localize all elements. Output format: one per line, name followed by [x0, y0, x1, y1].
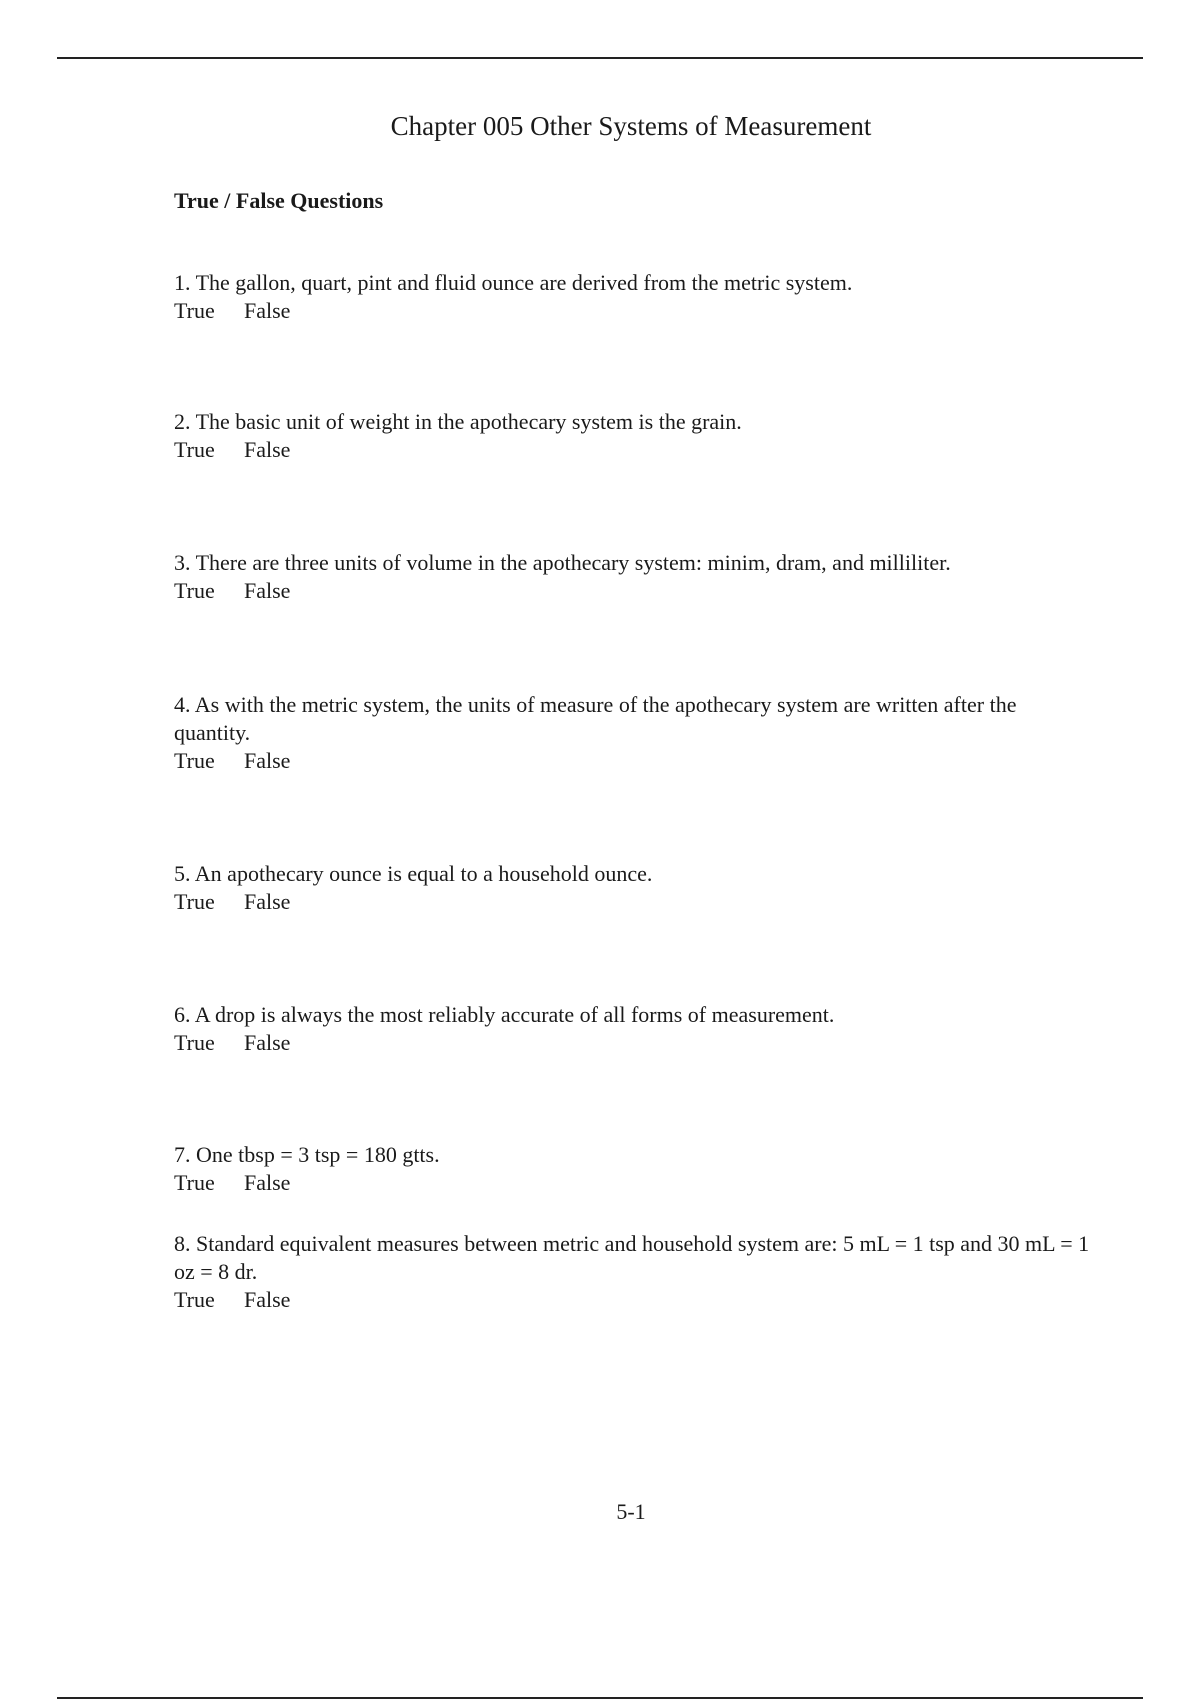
option-true: True	[174, 1287, 215, 1312]
option-true: True	[174, 578, 215, 603]
question-text: 8. Standard equivalent measures between metric and household system are: 5 mL = 1 tsp and 30 mL = 1 oz = 8 dr.	[174, 1231, 1090, 1284]
option-false: False	[244, 578, 291, 603]
question-5	[174, 860, 1094, 916]
option-false: False	[244, 437, 291, 462]
question-4	[174, 691, 1094, 775]
option-false: False	[244, 1287, 291, 1312]
question-text: 3. There are three units of volume in the apothecary system: minim, dram, and milliliter.	[174, 550, 951, 575]
answer-options	[174, 1169, 1094, 1197]
option-true: True	[174, 298, 215, 323]
question-1	[174, 269, 1094, 325]
option-false: False	[244, 889, 291, 914]
page-number: 5-1	[616, 1499, 646, 1524]
question-7	[174, 1141, 1094, 1197]
section-heading: True / False Questions	[174, 188, 384, 213]
question-text: 4. As with the metric system, the units of measure of the apothecary system are written after the quantity.	[174, 692, 1017, 745]
option-false: False	[244, 1170, 291, 1195]
option-true: True	[174, 1170, 215, 1195]
top-rule	[57, 57, 1143, 59]
question-6	[174, 1001, 1094, 1057]
option-false: False	[244, 1030, 291, 1055]
question-3	[174, 549, 1094, 605]
answer-options	[174, 888, 1094, 916]
option-true: True	[174, 1030, 215, 1055]
question-text: 6. A drop is always the most reliably accurate of all forms of measurement.	[174, 1002, 835, 1027]
answer-options	[174, 297, 1094, 325]
answer-options	[174, 577, 1094, 605]
question-8	[174, 1230, 1094, 1314]
option-false: False	[244, 748, 291, 773]
option-true: True	[174, 437, 215, 462]
question-text: 7. One tbsp = 3 tsp = 180 gtts.	[174, 1142, 440, 1167]
answer-options	[174, 747, 1094, 775]
option-false: False	[244, 298, 291, 323]
option-true: True	[174, 748, 215, 773]
question-2	[174, 408, 1094, 464]
question-text: 1. The gallon, quart, pint and fluid ounce are derived from the metric system.	[174, 270, 853, 295]
question-text: 2. The basic unit of weight in the apothecary system is the grain.	[174, 409, 742, 434]
answer-options	[174, 436, 1094, 464]
answer-options	[174, 1286, 1094, 1314]
answer-options	[174, 1029, 1094, 1057]
bottom-rule	[57, 1697, 1143, 1699]
option-true: True	[174, 889, 215, 914]
chapter-title: Chapter 005 Other Systems of Measurement	[390, 111, 872, 141]
question-text: 5. An apothecary ounce is equal to a household ounce.	[174, 861, 653, 886]
